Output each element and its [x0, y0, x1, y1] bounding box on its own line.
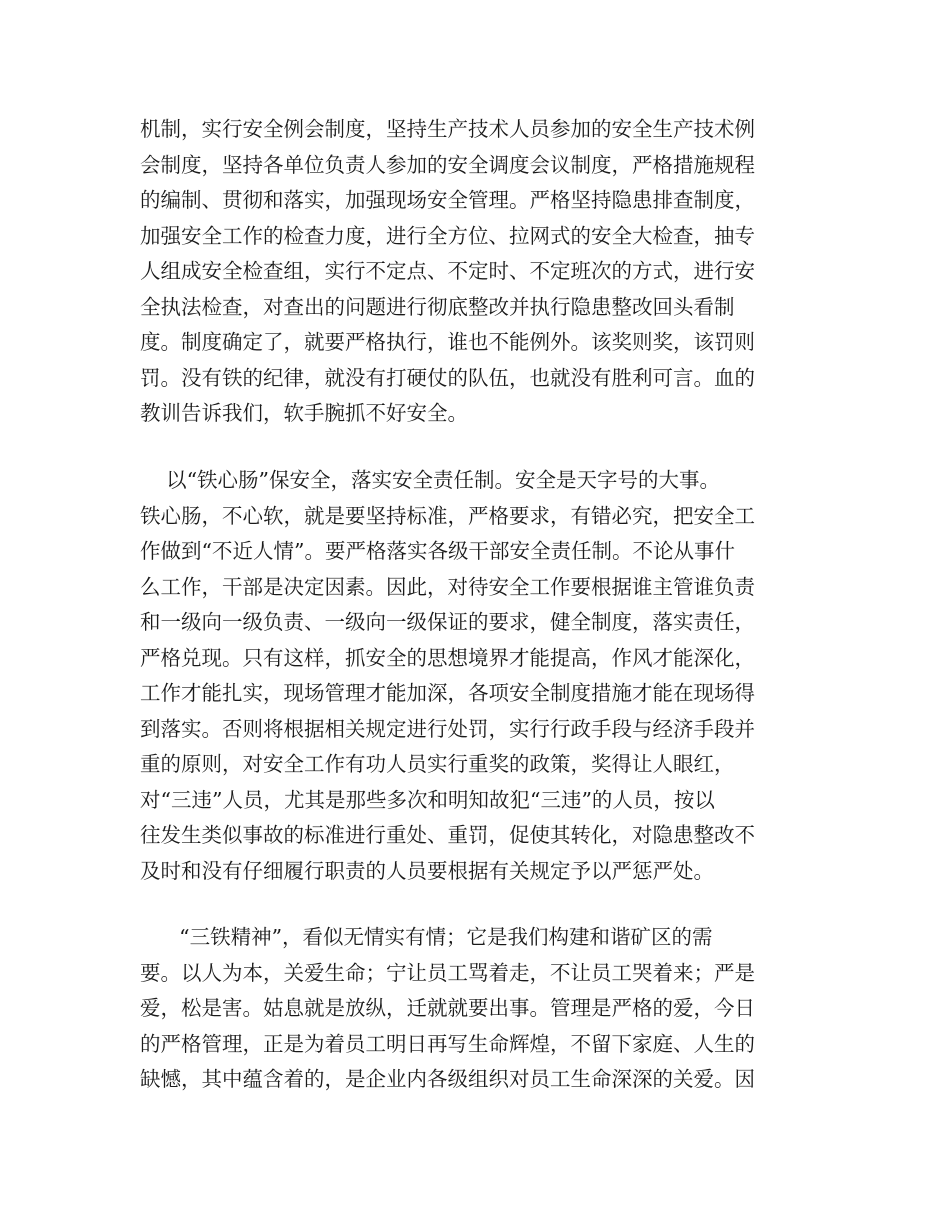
paragraph-3 [140, 920, 820, 1098]
line: 重的原则，对安全工作有功人员实行重奖的政策，奖得让人眼红， [140, 752, 735, 776]
line: 以“铁心肠”保安全，落实安全责任制。安全是天字号的大事。 [140, 468, 721, 492]
line: 及时和没有仔细履行职责的人员要根据有关规定予以严惩严处。 [140, 858, 714, 883]
line: 人组成安全检查组，实行不定点、不定时、不定班次的方式，进行安 [140, 259, 755, 283]
paragraph-2 [140, 463, 820, 889]
line: 爱，松是害。姑息就是放纵，迁就就要出事。管理是严格的爱，今日 [140, 996, 755, 1020]
line: 机制，实行安全例会制度，坚持生产技术人员参加的安全生产技术例 [140, 117, 755, 141]
line: 和一级向一级负责、一级向一级保证的要求，健全制度，落实责任， [140, 610, 755, 634]
line: 严格兑现。只有这样，抓安全的思想境界才能提高，作风才能深化， [140, 645, 755, 670]
line: “三铁精神”，看似无情实有情；它是我们构建和谐矿区的需 [140, 925, 713, 949]
line: 的严格管理，正是为着员工明日再写生命辉煌，不留下家庭、人生的 [140, 1031, 755, 1056]
line: 到落实。否则将根据相关规定进行处罚，实行行政手段与经济手段并 [140, 716, 755, 741]
line: 缺憾，其中蕴含着的，是企业内各级组织对员工生命深深的关爱。因 [140, 1067, 755, 1091]
line: 罚。没有铁的纪律，就没有打硬仗的队伍，也就没有胜利可言。血的 [140, 365, 755, 390]
line: 教训告诉我们，软手腕抓不好安全。 [140, 401, 468, 425]
line: 工作才能扎实，现场管理才能加深，各项安全制度措施才能在现场得 [140, 681, 755, 705]
line: 的编制、贯彻和落实，加强现场安全管理。严格坚持隐患排查制度， [140, 188, 755, 212]
line: 要。以人为本，关爱生命；宁让员工骂着走，不让员工哭着来；严是 [140, 960, 755, 985]
paragraph-1 [140, 112, 820, 432]
line: 铁心肠，不心软，就是要坚持标准，严格要求，有错必究，把安全工 [140, 503, 755, 528]
line: 度。制度确定了，就要严格执行，谁也不能例外。该奖则奖，该罚则 [140, 330, 755, 354]
line: 会制度，坚持各单位负责人参加的安全调度会议制度，严格措施规程 [140, 152, 755, 177]
line: 往发生类似事故的标准进行重处、重罚，促使其转化，对隐患整改不 [140, 823, 755, 847]
line: 作做到“不近人情”。要严格落实各级干部安全责任制。不论从事什 [140, 539, 735, 563]
line: 么工作，干部是决定因素。因此，对待安全工作要根据谁主管谁负责 [140, 574, 755, 599]
line: 全执法检查，对查出的问题进行彻底整改并执行隐患整改回头看制 [140, 294, 735, 319]
line: 加强安全工作的检查力度，进行全方位、拉网式的安全大检查，抽专 [140, 223, 755, 248]
line: 对“三违”人员，尤其是那些多次和明知故犯“三违”的人员，按以 [140, 787, 715, 812]
